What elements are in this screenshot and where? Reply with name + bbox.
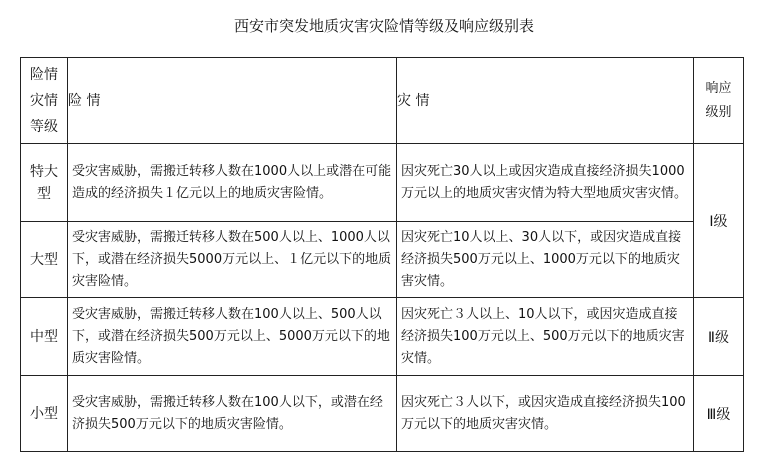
type-label-line-2: 型 <box>37 185 51 202</box>
header-grade-line-1: 险情 <box>30 66 58 83</box>
disaster-text: 因灾死亡３人以上、10人以下，或因灾造成直接经济损失100万元以上、500万元以下的地质灾害灾情。 <box>401 306 685 366</box>
table-row <box>21 298 744 376</box>
response-level-cell: Ⅱ级 <box>694 298 744 376</box>
response-level-cell: Ⅰ级 <box>694 144 744 298</box>
risk-cell <box>68 144 397 222</box>
type-cell: 小型 <box>21 376 68 452</box>
header-grade-cell <box>21 58 68 144</box>
table-row <box>21 376 744 452</box>
risk-text: 受灾害威胁，需搬迁转移人数在100人以上、500人以下，或潜在经济损失500万元以上、5000万元以下的地质灾害险情。 <box>72 306 390 366</box>
type-label-line-1: 特大 <box>30 163 58 180</box>
header-response-line-2: 级别 <box>705 104 732 120</box>
header-response-line-1: 响应 <box>705 80 732 96</box>
risk-text: 受灾害威胁，需搬迁转移人数在100人以下，或潜在经济损失500万元以下的地质灾害险情。 <box>72 394 383 432</box>
type-cell <box>21 144 68 222</box>
header-grade-line-3: 等级 <box>30 118 58 135</box>
disaster-cell <box>397 222 694 298</box>
type-cell: 大型 <box>21 222 68 298</box>
risk-cell <box>68 222 397 298</box>
risk-cell <box>68 298 397 376</box>
header-risk: 险 情 <box>68 58 397 144</box>
header-grade-line-2: 灾情 <box>30 92 58 109</box>
header-response-cell <box>694 58 744 144</box>
type-cell: 中型 <box>21 298 68 376</box>
table-row <box>21 222 744 298</box>
header-row <box>21 58 744 144</box>
header-disaster: 灾 情 <box>397 58 694 144</box>
disaster-text: 因灾死亡30人以上或因灾造成直接经济损失1000万元以上的地质灾害灾情为特大型地质灾害灾情。 <box>401 163 688 201</box>
response-level-cell: Ⅲ级 <box>694 376 744 452</box>
disaster-cell <box>397 376 694 452</box>
risk-cell <box>68 376 397 452</box>
disaster-cell <box>397 144 694 222</box>
disaster-text: 因灾死亡10人以上、30人以下，或因灾造成直接经济损失500万元以上、1000万元以下的地质灾害灾情。 <box>401 229 682 289</box>
table-row <box>21 144 744 222</box>
disaster-cell <box>397 298 694 376</box>
risk-text: 受灾害威胁，需搬迁转移人数在1000人以上或潜在可能造成的经济损失１亿元以上的地质灾害险情。 <box>72 163 392 201</box>
table-title: 西安市突发地质灾害灾险情等级及响应级别表 <box>233 17 534 35</box>
disaster-level-table <box>20 57 744 452</box>
risk-text: 受灾害威胁，需搬迁转移人数在500人以上、1000人以下，或潜在经济损失5000万元以上、１亿元以下的地质灾害险情。 <box>72 229 392 289</box>
disaster-text: 因灾死亡３人以下，或因灾造成直接经济损失100万元以下的地质灾害灾情。 <box>401 394 686 432</box>
